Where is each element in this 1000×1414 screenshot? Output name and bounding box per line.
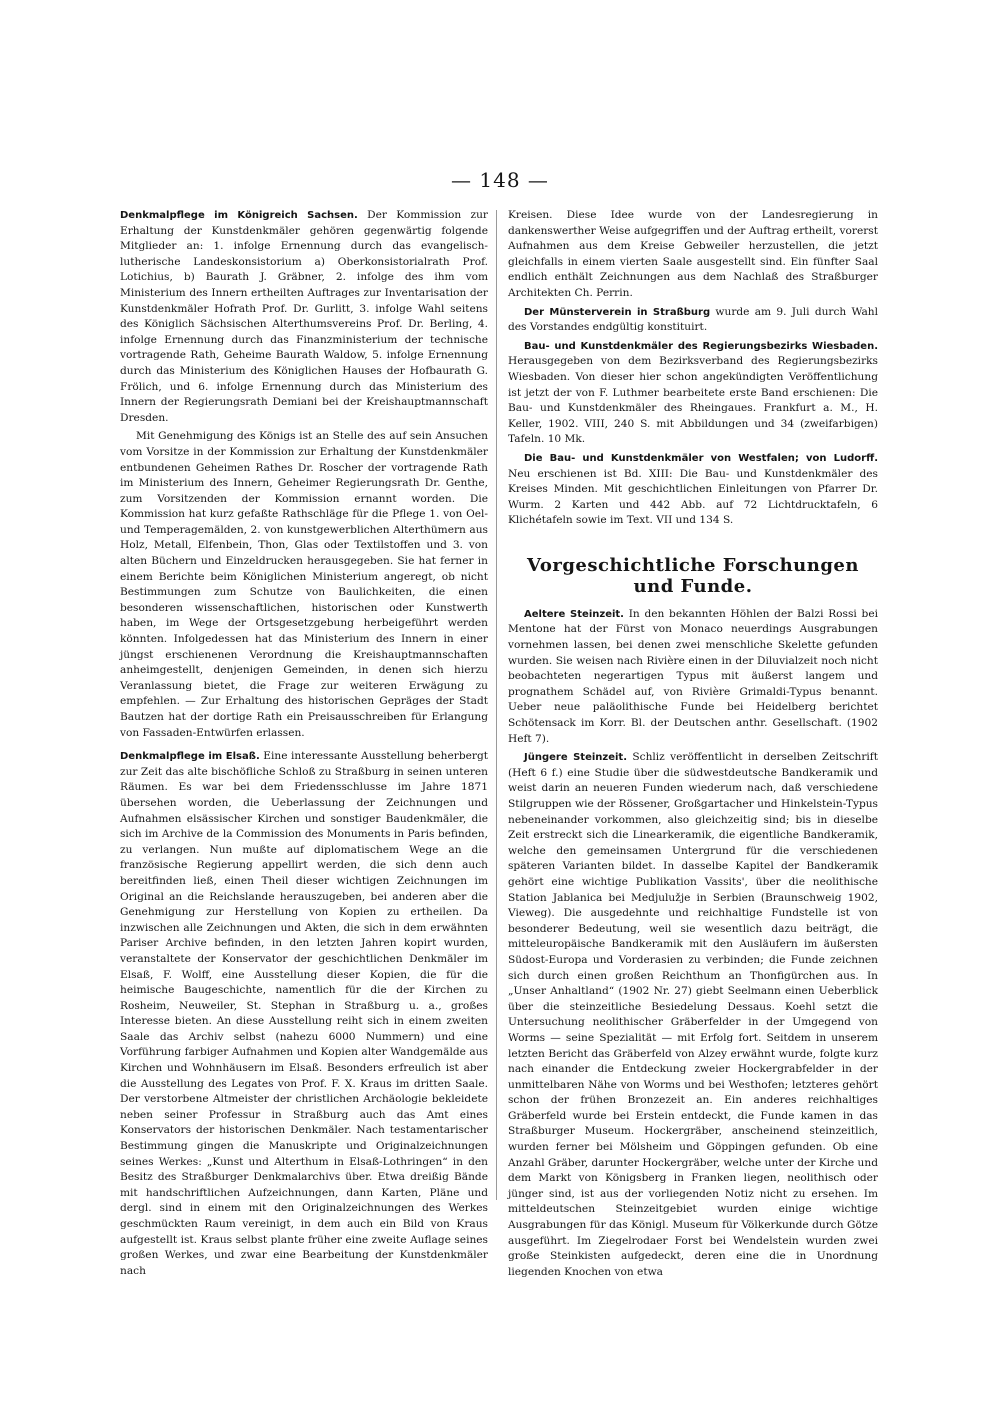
paragraph-text: wurde am 9. Juli durch Wahl des Vorstandes endgültig konstituirt.	[508, 305, 879, 334]
rubric: Denkmalpflege im Königreich Sachsen.	[120, 210, 358, 221]
paragraph	[120, 208, 488, 426]
paragraph	[508, 339, 878, 448]
paragraph	[508, 305, 878, 336]
paragraph-text: In den bekannten Höhlen der Balzi Rossi bei Mentone hat der Fürst von Monaco neuerdings Ausgrabungen vornehmen lassen, bei denen zwei menschliche Skelette gefunden wurden. Sie weisen nach Rivière einen in der Diluvialzeit noch nicht beobachteten negerartigen Typus mit äußerst langem und prognathem Schädel auf, von Rivière Grimaldi-Typus benannt. Ueber neue paläolithische Funde bei Heidelberg berichtet Schötensack im Korr. Bl. der Deutschen anthr. Gesellschaft. (1902 Heft 7).	[508, 607, 878, 745]
paragraph-text: Neu erschienen ist Bd. XIII: Die Bau- und Kunstdenkmäler des Kreises Minden. Mit geschichtlichen Einleitungen von Pfarrer Dr. Wurm. 2 Karten und 442 Abb. auf 72 Lichtdrucktafeln, 6 Klichétafeln sowie im Text. VII und 134 S.	[508, 467, 878, 527]
paragraph	[120, 749, 488, 1279]
paragraph: Kreisen. Diese Idee wurde von der Landesregierung in dankenswerther Weise aufgegriffen und der Auftrag ertheilt, vorerst Aufnahmen aus dem Kreise Gebweiler herzustellen, die jetzt gleichfalls in einem vierten Saale ausgestellt sind. Ein fünfter Saal endlich enthält Zeichnungen aus dem Nachlaß des Straßburger Architekten Ch. Perrin.	[508, 209, 878, 299]
paragraph-text: Eine interessante Ausstellung beherbergt zur Zeit das alte bischöfliche Schloß zu Straßburg in seinen unteren Räumen. Es war bei dem Friedensschlusse im Jahre 1871 übersehen worden, die Ueberlassung der Zeichnungen und Aufnahmen elsässischer Kirchen und sonstiger Baudenkmäler, die sich im Archive de la Commission des Monuments in Paris befinden, zu verlangen. Nun mußte auf diplomatischem Wege an die französische Regierung appellirt werden, die sich denn auch bereitfinden ließ, einen Theil dieser wichtigen Zeichnungen im Original an die Reichslande herauszugeben, bei anderen aber die Genehmigung zur Herstellung von Kopien zu ertheilen. Da inzwischen alle Zeichnungen und Akten, die sich in dem erwähnten Pariser Archive befinden, in den letzten Jahren kopirt wurden, veranstaltete der Konservator der geschichtlichen Denkmäler im Elsaß, F. Wolff, eine Ausstellung dieser Kopien, die für die heimische Baugeschichte, namentlich für die der Kirchen zu Rosheim, Neuweiler, St. Stephan in Straßburg u. a., großes Interesse bieten. An diese Ausstellung reiht sich in einem zweiten Saale das Archiv selbst (nahezu 6000 Nummern) und eine Vorführung farbiger Aufnahmen und Kopien alter Wandgemälde aus Kirchen und Wohnhäusern im Elsaß. Besonders erfreulich ist aber die Ausstellung des Legates von Prof. F. X. Kraus im dritten Saale. Der verstorbene Altmeister der christlichen Archäologie bekleidete neben seiner Professur in Straßburg auch das Amt eines Konservators der historischen Denkmäler. Nach testamentarischer Bestimmung gingen die Manuskripte und Originalzeichnungen seines Werkes: „Kunst und Alterthum in Elsaß-Lothringen“ in den Besitz des Straßburger Denkmalarchivs über. Etwa dreißig Bände mit handschriftlichen Aufzeichnungen, dann Karten, Pläne und dergl. sind in einem mit den Originalzeichnungen des Werkes geschmückten Raum vereinigt, in dem auch ein Bild von Kraus aufgestellt ist. Kraus selbst plante früher eine zweite Auflage seines großen Werkes, und zwar eine Bearbeitung der Kunstdenkmäler nach	[120, 750, 488, 1277]
rubric: Denkmalpflege im Elsaß.	[120, 751, 260, 763]
column-divider	[496, 210, 497, 1200]
paragraph-text: Der Kommission zur Erhaltung der Kunstdenkmäler gehören gegenwärtig folgende Mitglieder an: 1. infolge Ernennung durch das evangelisch-lutherische Landeskonsistorium a) Oberkonsistorialrath Prof. Lotichius, b) Baurath J. Gräbner, 2. infolge des ihm vom Ministerium des Innern ertheilten Auftrages zur Inventarisation der Kunstdenkmäler Hofrath Prof. Dr. Gurlitt, 3. infolge Wahl seitens des Königlich Sächsischen Alterthumsvereins Prof. Dr. Berling, 4. infolge Ernennung durch das Finanzministerium der technische vortragende Rath, Geheime Baurath Waldow, 5. infolge Ernennung durch das Ministerium des Königlichen Hauses der Hofbaurath G. Frölich, und 6. infolge Ernennung durch das Ministerium des Innern der Regierungsrath Demiani bei der Kreishauptmannschaft Dresden.	[120, 209, 488, 424]
paragraph	[508, 451, 878, 529]
section-title: Vorgeschichtliche Forschungen und Funde.	[527, 554, 859, 597]
rubric: Bau- und Kunstdenkmäler des Regierungsbezirks Wiesbaden.	[524, 340, 878, 352]
rubric: Jüngere Steinzeit.	[524, 752, 628, 764]
rubric: Aeltere Steinzeit.	[524, 608, 624, 620]
rubric: Der Münsterverein in Straßburg	[524, 306, 711, 318]
paragraph-text: Herausgegeben von dem Bezirksverband des Regierungsbezirks Wiesbaden. Von dieser hier schon angekündigten Veröffentlichung ist jetzt der von F. Luthmer bearbeitete erste Band erschienen: Die Bau- und Kunstdenkmäler des Rheingaues. Frankfurt a. M., H. Keller, 1902. VIII, 240 S. mit Abbildungen und 34 (zweifarbigen) Tafeln. 10 Mk.	[508, 355, 878, 446]
right-column	[508, 208, 878, 1283]
paragraph	[508, 750, 878, 1280]
paragraph	[508, 607, 878, 747]
page-number: — 148 —	[451, 168, 549, 192]
paragraph: Mit Genehmigung des Königs ist an Stelle des auf sein Ansuchen vom Vorsitze in der Kommission zur Erhaltung der Kunstdenkmäler entbundenen Geheimen Rathes Dr. Roscher der vortragende Rath im Ministerium des Innern, Geheimer Regierungsrath Dr. Genthe, zum Vorsitzenden der Kommission ernannt worden. Die Kommission hat kurz gefaßte Rathschläge für die Pflege 1. von Oel- und Temperagemälden, 2. von kunstgewerblichen Alterthümern aus Holz, Metall, Elfenbein, Thon, Glas oder Textilstoffen und 3. von alten Büchern und Einzeldrucken herausgegeben. Sie hat ferner in einem Berichte beim Königlichen Ministerium angeregt, ob nicht Bestimmungen zum Schutze von Baulichkeiten, die einen besonderen wissenschaftlichen, historischen oder Kunstwerth haben, im Wege der Ortsgesetzgebung herbeigeführt werden könnten. Infolgedessen hat das Ministerium des Innern in einer jüngst erschienenen Verordnung die Kreishauptmannschaften anheimgestellt, denjenigen Gemeinden, in denen sich hierzu Veranlassung bietet, die Frage zur weiteren Erwägung zu empfehlen. — Zur Erhaltung des historischen Gepräges der Stadt Bautzen hat der dortige Rath ein Preisausschreiben für Erlangung von Fassaden-Entwürfen erlassen.	[120, 430, 488, 739]
paragraph-text: Schliz veröffentlicht in derselben Zeitschrift (Heft 6 f.) eine Studie über die südwestdeutsche Bandkeramik und weist darin an neueren Funden wiederum nach, daß verschiedene Stilgruppen wie der Rössener, Großgartacher und Hinkelstein-Typus nebeneinander vorkommen, also gleichzeitig sind; bis in dieselbe Zeit erstreckt sich die Linearkeramik, die eigentliche Bandkeramik, welche den gemeinsamen Untergrund für die verschiedenen späteren Varianten bildet. In dasselbe Kapitel der Bandkeramik gehört eine wichtige Publikation Vassits', über die neolithische Station Jablanica bei Medjulužje in Serbien (Braunschweig 1902, Vieweg). Die ausgedehnte und reichhaltige Fundstelle ist von besonderer Bedeutung, weil sie wesentlich dazu beiträgt, die mitteleuropäische Bandkeramik mit den Ausläufern im äußersten Südost-Europa und Vorderasien zu verbinden; die Funde zeichnen sich durch einen großen Reichthum an Thonfigürchen aus. In „Unser Anhaltland“ (1902 Nr. 27) giebt Seelmann einen Ueberblick über die steinzeitliche Besiedelung Dessaus. Koehl setzt die Untersuchung neolithischer Gräberfelder in der Umgegend von Worms — seine Spezialität — mit Erfolg fort. Seitdem in unserem letzten Bericht das Gräberfeld von Alzey erwähnt wurde, folgte kurz nach einander die Entdeckung zweier Hockergrabfelder in der unmittelbaren Nähe von Worms und bei Westhofen; letzteres gehört schon der frühen Bronzezeit an. Ein anderes reichhaltiges Gräberfeld wurde bei Erstein entdeckt, die Funde kamen in das Straßburger Museum. Hockergräber, anscheinend steinzeitlich, wurden ferner bei Mölsheim und Göppingen gefunden. Ob eine Anzahl Gräber, darunter Hockergräber, welche unter der Kirche und dem Markt von Königsberg in Franken liegen, neolithisch oder jünger sind, ist aus der vorliegenden Notiz nicht zu ersehen. Im mitteldeutschen Steinzeitgebiet wurden einige wichtige Ausgrabungen für das Königl. Museum für Völkerkunde durch Götze ausgeführt. Im Ziegelrodaer Forst bei Wendelstein wurden zwei große Steinkisten aufgedeckt, deren eine die in Unordnung liegenden Knochen von etwa	[508, 751, 878, 1278]
left-column	[120, 208, 488, 1282]
rubric: Die Bau- und Kunstdenkmäler von Westfalen; von Ludorff.	[524, 452, 878, 464]
